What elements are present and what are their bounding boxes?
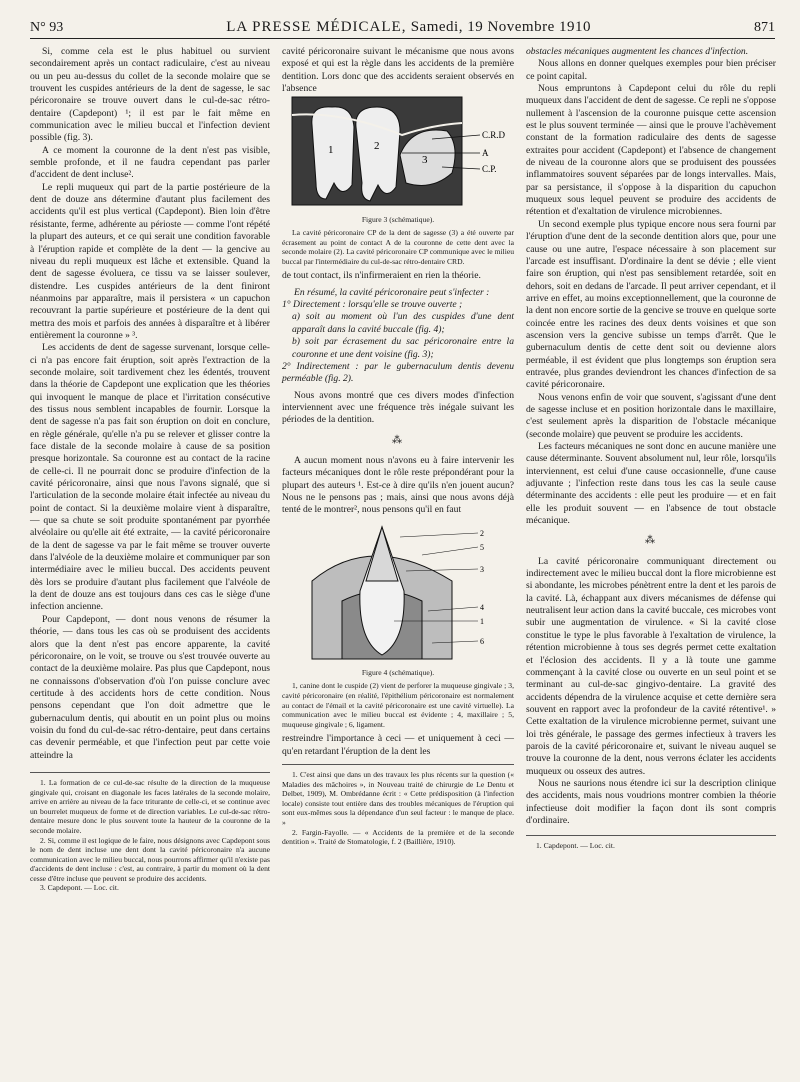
column-3 — [526, 46, 776, 851]
list-item-1-text: 1° Directement : lorsqu'elle se trouve ouverte ; — [282, 299, 463, 311]
figure-3-caption-text: La cavité péricoronaire CP de la dent de sagesse (3) a été ouverte par écrasement au point de contact A de la couronne de cette dent avec la seconde molaire (2). La cavité péricoronaire CP communique avec le milieu buccal par l'intermédiaire du cul-de-sac rétro-dentaire CRD. — [282, 228, 514, 266]
leader-line-2 — [400, 533, 478, 537]
c1-paragraph-2: A ce moment la couronne de la dent n'est pas visible, semble profonde, et il ne faudra cependant pas parler d'accident de dent incluse². — [30, 144, 270, 181]
label-3: 3 — [422, 154, 428, 167]
c2-paragraph-6: restreindre l'importance à ceci — et uniquement à ceci — qu'en retardant l'éruption de la dent les — [282, 733, 514, 757]
c3-footnote-1: 1. Capdepont. — Loc. cit. — [536, 841, 615, 851]
fig4-label-1: 1 — [480, 616, 484, 626]
c3-paragraph-6: Les facteurs mécaniques ne sont donc en aucune manière une cause déterminante. Souvent absolument nul, leur rôle, lorsqu'ils interviennent, est celui d'une cause occasionnelle, d'une cause adjuvante ; l'infection reste dans tous les cas la seule cause déterminante des accidents : elle peut les produire — et en fait elle les produit souvent — en l'absence de tout obstacle mécanique. — [526, 441, 776, 527]
c2-summary-intro — [282, 287, 514, 299]
figure-3-caption — [282, 228, 514, 266]
c2-paragraph-4: Nous avons montré que ces divers modes d'infection interviennent avec une fréquence très inégale suivant les périodes de la dentition. — [282, 389, 514, 426]
c2-paragraph-2: de tout contact, ils n'infirmeraient en rien la théorie. — [282, 270, 481, 282]
list-item-1a-text: a) soit au moment où l'un des cuspides d'une dent apparaît dans la cavité buccale (fig. 4); — [292, 311, 514, 335]
list-item-1b-text: b) soit par écrasement du sac péricoronaire entre la couronne et une dent voisine (fig. 3); — [292, 336, 514, 360]
c2-summary-intro-text: En résumé, la cavité péricoronaire peut s'infecter : — [294, 286, 490, 298]
infection-modes-list — [282, 299, 514, 385]
journal-title — [226, 19, 591, 36]
figure-4 — [282, 521, 514, 730]
label-1: 1 — [328, 144, 334, 157]
fig4-label-4: 4 — [480, 602, 484, 612]
c3-paragraph-5: Nous venons enfin de voir que souvent, s'agissant d'une dent de sagesse incluse et en position horizontale dans le maxillaire, c'est seulement après la disparition de l'obstacle mécanique (seconde molaire) que peuvent se produire les accidents. — [526, 391, 776, 440]
fig4-label-3: 3 — [480, 564, 484, 574]
c3-section-separator: ⁂ — [645, 535, 657, 547]
figure-3-title: Figure 3 (schématique). — [361, 214, 435, 224]
list-item-1a — [282, 311, 514, 336]
c2-footnote-1: 1. C'est ainsi que dans un des travaux les plus récents sur la question (« Maladies des mâchoires », in Nouveau traité de chirurgie de Le Dentu et Delbet, 1909), M. Ombrédanne écrit : « Cette prédisposition (à l'infection locale) consiste tout entière dans des troubles mécaniques de l'éruption qui sont eux-mêmes sous la dépendance d'un seul facteur : le manque de place. » — [282, 769, 514, 827]
c1-footnote-3: 3. Capdepont. — Loc. cit. — [40, 883, 119, 893]
c2-footnotes — [282, 764, 514, 847]
c3-paragraph-1 — [526, 46, 776, 58]
leader-line-5 — [422, 547, 478, 555]
issue-number: N° 93 — [30, 20, 64, 35]
figure-3 — [282, 95, 514, 266]
figure-4-illustration — [282, 521, 514, 661]
c2-paragraph-1: cavité péricoronaire suivant le mécanisme que nous avons exposé et qui est la règle dans les accidents de la première dentition. Lors donc que des accidents seraient observés en l'absence — [282, 46, 514, 95]
page-header — [30, 14, 775, 39]
c1-paragraph-5: Pour Capdepont, — dont nous venons de résumer la théorie, — dans tous les cas où se produisent des accidents alors que la dent n'est pas encore apparente, la cavité péricoronaire, on le voit, se trouve ou s'est trouvée ouverte au contact de la deuxième molaire. Pas plus que Capdepont, nous ne connaissons d'observation d'où l'on puisse conclure avec certitude à des accidents hors de cette condition. Nous pensons cependant que l'on doit admettre que le gubernaculum dentis, qui aboutit en un point plus ou moins voisin du fond du cul-de-sac rétro-dentaire, peut dans certains cas devenir perméable, et que l'infection peut par cette voie atteindre la — [30, 613, 270, 761]
figure-4-caption — [282, 681, 514, 729]
column-1 — [30, 46, 270, 893]
c1-paragraph-4: Les accidents de dent de sagesse survenant, lorsque celle-ci n'a pas encore fait éruption, soit après l'extraction de la seconde molaire, soit tardivement chez les édentés, trouvent dans la théorie de Capdepont une explication que les théories qui invoquent le manque de place et l'irritation consécutive des tissus nous semblent incapables de fournir. Lorsque la dent de sagesse n'a pas fait son éruption on doit en conclure, en règle générale, qu'elle n'a pu se relever et glisser contre la face distale de la seconde molaire à cause de sa position presque horizontale. Sa couronne est au contact de la racine de celle-ci. Il ne pourrait donc se produire d'infection de la cavité péricoronaire, ainsi que nous l'avons signalé, que si l'articulation de la seconde molaire était infectée au niveau du point de contact. Si la deuxième molaire vient à disparaître, — que sa chute se soit produite spontanément par pyorrhée alvéolaire ou qu'elle ait été extraite, — la cavité péricoronaire de la dent de sagesse va par le fait même se trouver ouverte dans l'alvéole de la deuxième molaire et communiquer par son intermédiaire avec le milieu buccal. Des accidents peuvent dès lors se produire d'autant plus facilement que l'alvéole de la dent de douze ans est toujours dans ces cas le siège d'une infection ancienne. — [30, 342, 270, 613]
column-2 — [282, 46, 514, 847]
list-item-1 — [282, 299, 514, 311]
c3-paragraph-7: La cavité péricoronaire communiquant directement ou indirectement avec le milieu buccal dont la flore microbienne est si abondante, les microbes pénètrent entre la dent et les parois de la cavité. Là, échappant aux divers mécanismes de défense qui neutralisent leur action dans la cavité buccale, ces microbes vont subir une augmentation de virulence. « Si la cavité close constitue le type le plus favorable à l'exaltation de virulence, la rétention microbienne à tous ses degrés permet cette exaltation et l'éclosion des accidents. Il y a là toute une gamme commençant à la cavité close ou ouverte en un seul point et se terminant au cul-de-sac gingivo-dentaire. La gravité des accidents dépendra de la virulence acquise et cette dernière sera souvent en rapport avec la profondeur de la cavité rétentive¹. » Cette exaltation de la virulence microbienne permet, suivant une loi très générale, le passage des germes infectieux à travers les parois de la cavité péricoronaire et, suivant le niveau auquel se trouve la couronne de la dent, nous verrons éclater les accidents muqueux ou osseux des autres. — [526, 555, 776, 777]
c1-footnote-2: 2. Si, comme il est logique de le faire, nous désignons avec Capdepont sous le nom de dent incluse une dent dont la cavité péricoronaire n'a aucune communication avec le milieu buccal, nous pourrons affirmer qu'il n'existe pas d'accidents de dent incluse : c'est, au contraire, à partir du moment où la dent cesse d'être incluse que peuvent se produire des accidents. — [30, 835, 270, 883]
issue-date: Samedi, 19 Novembre 1910 — [410, 19, 592, 35]
label-2: 2 — [374, 140, 380, 153]
c3-paragraph-3: Nous empruntons à Capdepont celui du rôle du repli muqueux dans l'accident de dent de sagesse. Ce repli ne s'oppose nullement à l'ascension de la couronne puisque cette ascension est le plus souvent terminée — ainsi que le prouve l'achèvement constant de la formation radiculaire des dents de sagesse extraites pour accident (Capdepont) et l'absence de changement de niveau de la couronne alors que se produisent des poussées inflammatoires souvent séparées par de longs intervalles. Mais, par sa persistance, il s'oppose à la disparition du capuchon muqueux sous lequel peuvent se produire des accidents de rétention et d'exaltation de virulence microbiennes. — [526, 83, 776, 218]
c3-paragraph-4: Un second exemple plus typique encore nous sera fourni par l'éruption d'une dent de la seconde dentition alors que, pour une cause ou une autre, l'espace nécessaire à son placement sur l'arcade est insuffisant. D'ordinaire la dent se dévie ; elle vient faire son éruption, qui n'est pas sensiblement retardée, soit en dehors, soit en dedans de l'arcade. Il peut arriver cependant, et il arrive en effet, au moins exceptionnellement, que la couronne de la dent non encore sortie de la gencive se trouve en quelque sorte coincée entre les racines des deux dents voisines et que son ascension vers la gencive subisse un temps d'arrêt. Que le gubernaculum dentis de cette dent soit ou devienne alors perméable, il est évident que plus longtemps son éruption sera entravée, plus grandes deviendront les chances d'infection de sa cavité péricoronaire. — [526, 218, 776, 391]
fig4-label-2: 2 — [480, 528, 484, 538]
cusp-shape — [366, 527, 398, 581]
figure-4-title: Figure 4 (schématique). — [361, 667, 435, 677]
c3-paragraph-1-text: obstacles mécaniques augmentent les chances d'infection. — [526, 46, 749, 57]
c3-paragraph-2: Nous allons en donner quelques exemples pour bien préciser ce point capital. — [526, 58, 776, 82]
c1-footnote-1: 1. La formation de ce cul-de-sac résulte de la direction de la muqueuse gingivale qui, croisant en diagonale les faces latérales de la seconde molaire, arrive en arrière au niveau de la face triturante de celle-ci, et se continue avec un bourrelet muqueux de forme et de direction variables. Le cul-de-sac rétro-dentaire mesure donc le plus souvent toute la hauteur de la couronne de la seconde molaire. — [30, 777, 270, 835]
label-crd: C.R.D — [482, 130, 506, 141]
fig4-label-5: 5 — [480, 542, 484, 552]
c1-paragraph-3: Le repli muqueux qui part de la partie postérieure de la dent de douze ans détermine d'autant plus facilement des accidents qu'il est plus vertical (Capdepont). Bien loin d'être résistante, ferme, adhérente au périoste — comme l'ont répété la plupart des auteurs, et ce qui serait une condition favorable à l'éruption rapide et complète de la dent — la gencive au niveau du repli muqueux est lâche et extensible. Quand la dent de sagesse évoluera, ce tissu va se laisser soulever, distendre. Les cuspides antérieurs de la dent finiront néanmoins par apparaître, mais il persistera « un capuchon recouvrant la partie supérieure et postérieure de la dent qui mettra des mois et parfois des années à disparaître et à libérer entièrement la couronne » ³. — [30, 181, 270, 341]
label-a: A — [482, 148, 489, 159]
fig4-label-6: 6 — [480, 636, 484, 646]
c3-footnotes — [526, 835, 776, 851]
c1-footnotes — [30, 772, 270, 893]
label-cp: C.P. — [482, 164, 497, 175]
figure-3-illustration — [282, 95, 514, 207]
c2-paragraph-5: A aucun moment nous n'avons eu à faire intervenir les facteurs mécaniques dont le rôle reste prépondérant pour la plupart des auteurs ¹. Est-ce à dire qu'ils n'en jouent aucun? Nous ne le pensons pas ; mais, ainsi que nous avons déjà tenté de le montrer², nous pensons qu'il en faut — [282, 454, 514, 516]
figure-4-caption-text: 1, canine dont le cuspide (2) vient de perforer la muqueuse gingivale ; 3, cavité péricoronaire (en réalité, l'épithélium péricoronaire est normalement au contact de l'émail et la cavité péricoronaire est une cavité virtuelle). La communication avec le milieu buccal est évidente ; 4, maxillaire ; 5, muqueuse gingivale ; 6, ligament. — [282, 681, 514, 729]
list-item-2-text: 2° Indirectement : par le gubernaculum dentis devenu perméable (fig. 2). — [282, 360, 514, 385]
page-number: 871 — [753, 20, 775, 35]
journal-name: LA PRESSE MÉDICALE, — [226, 19, 407, 35]
c2-section-separator: ⁂ — [392, 434, 404, 446]
c3-paragraph-8: Nous ne saurions nous étendre ici sur la description clinique des accidents, mais nous voudrions montrer combien la théorie infectieuse doit modifier la façon dont ils sont compris d'ordinaire. — [526, 777, 776, 826]
list-item-2 — [282, 361, 514, 386]
c2-footnote-2: 2. Fargin-Fayolle. — « Accidents de la première et de la seconde dentition ». Traité de Stomatologie, f. 2 (Baillière, 1910). — [282, 827, 514, 847]
list-item-1b — [282, 336, 514, 361]
c1-paragraph-1: Si, comme cela est le plus habituel ou survient secondairement après un contact radiculaire, c'est au niveau ou un peu au-dessus du collet de la seconde molaire que se trouvent les cuspides antérieurs de la dent de sagesse, le sac péricoronaire se trouve ouvert dans le cul-de-sac rétro-dentaire (Capdepont) ¹; il est par le fait même en communication avec le milieu buccal et l'infection devient possible (fig. 3). — [30, 46, 270, 144]
